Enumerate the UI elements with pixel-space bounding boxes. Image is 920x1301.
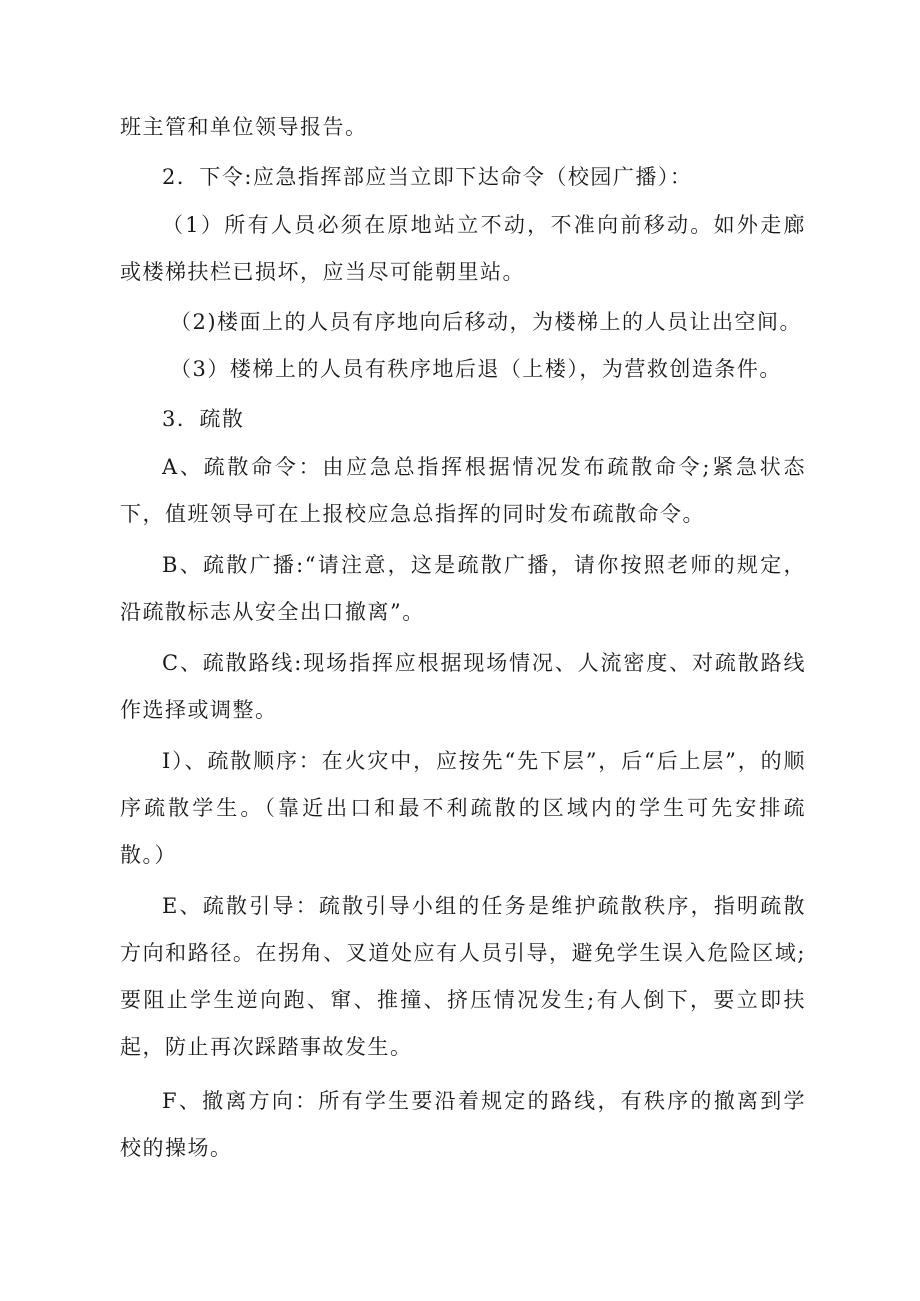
paragraph-order-item-1: （1）所有人员必须在原地站立不动，不准向前移动。如外走廊或楼梯扶栏已损坏，应当尽可能朝里站。 bbox=[120, 213, 806, 284]
paragraph-evacuation-direction: F、撤离方向：所有学生要沿着规定的路线，有秩序的撤离到学校的操场。 bbox=[120, 1089, 806, 1160]
paragraph-evacuation-command: A、疏散命令：由应急总指挥根据情况发布疏散命令;紧急状态下，值班领导可在上报校应急总指挥的同时发布疏散命令。 bbox=[120, 455, 806, 526]
paragraph-evacuation-order: I）、疏散顺序：在火灾中，应按先“先下层”，后“后上层”，的顺序疏散学生。（靠近出口和最不利疏散的区域内的学生可先安排疏散。） bbox=[120, 749, 806, 867]
paragraph-order-heading: 2．下令:应急指挥部应当立即下达命令（校园广播）： bbox=[162, 165, 693, 189]
paragraph-evacuation-broadcast: B、疏散广播:“请注意，这是疏散广播，请你按照老师的规定，沿疏散标志从安全出口撤离”。 bbox=[120, 553, 806, 624]
paragraph-evacuation-route: C、疏散路线:现场指挥应根据现场情况、人流密度、对疏散路线作选择或调整。 bbox=[120, 651, 806, 722]
paragraph-order-item-3: （3）楼梯上的人员有秩序地后退（上楼），为营救创造条件。 bbox=[170, 357, 782, 381]
paragraph-evacuation-guidance: E、疏散引导：疏散引导小组的任务是维护疏散秩序，指明疏散方向和路径。在拐角、叉道处应有人员引导，避免学生误入危险区域;要阻止学生逆向跑、窜、推撞、挤压情况发生;有人倒下，要立即扶起，防止再次踩踏事故发生。 bbox=[120, 894, 806, 1059]
paragraph-evacuation-heading: 3．疏散 bbox=[162, 407, 245, 431]
paragraph-report-continuation: 班主管和单位领导报告。 bbox=[120, 115, 368, 139]
paragraph-order-item-2: （2)楼面上的人员有序地向后移动，为楼梯上的人员让出空间。 bbox=[170, 310, 803, 334]
